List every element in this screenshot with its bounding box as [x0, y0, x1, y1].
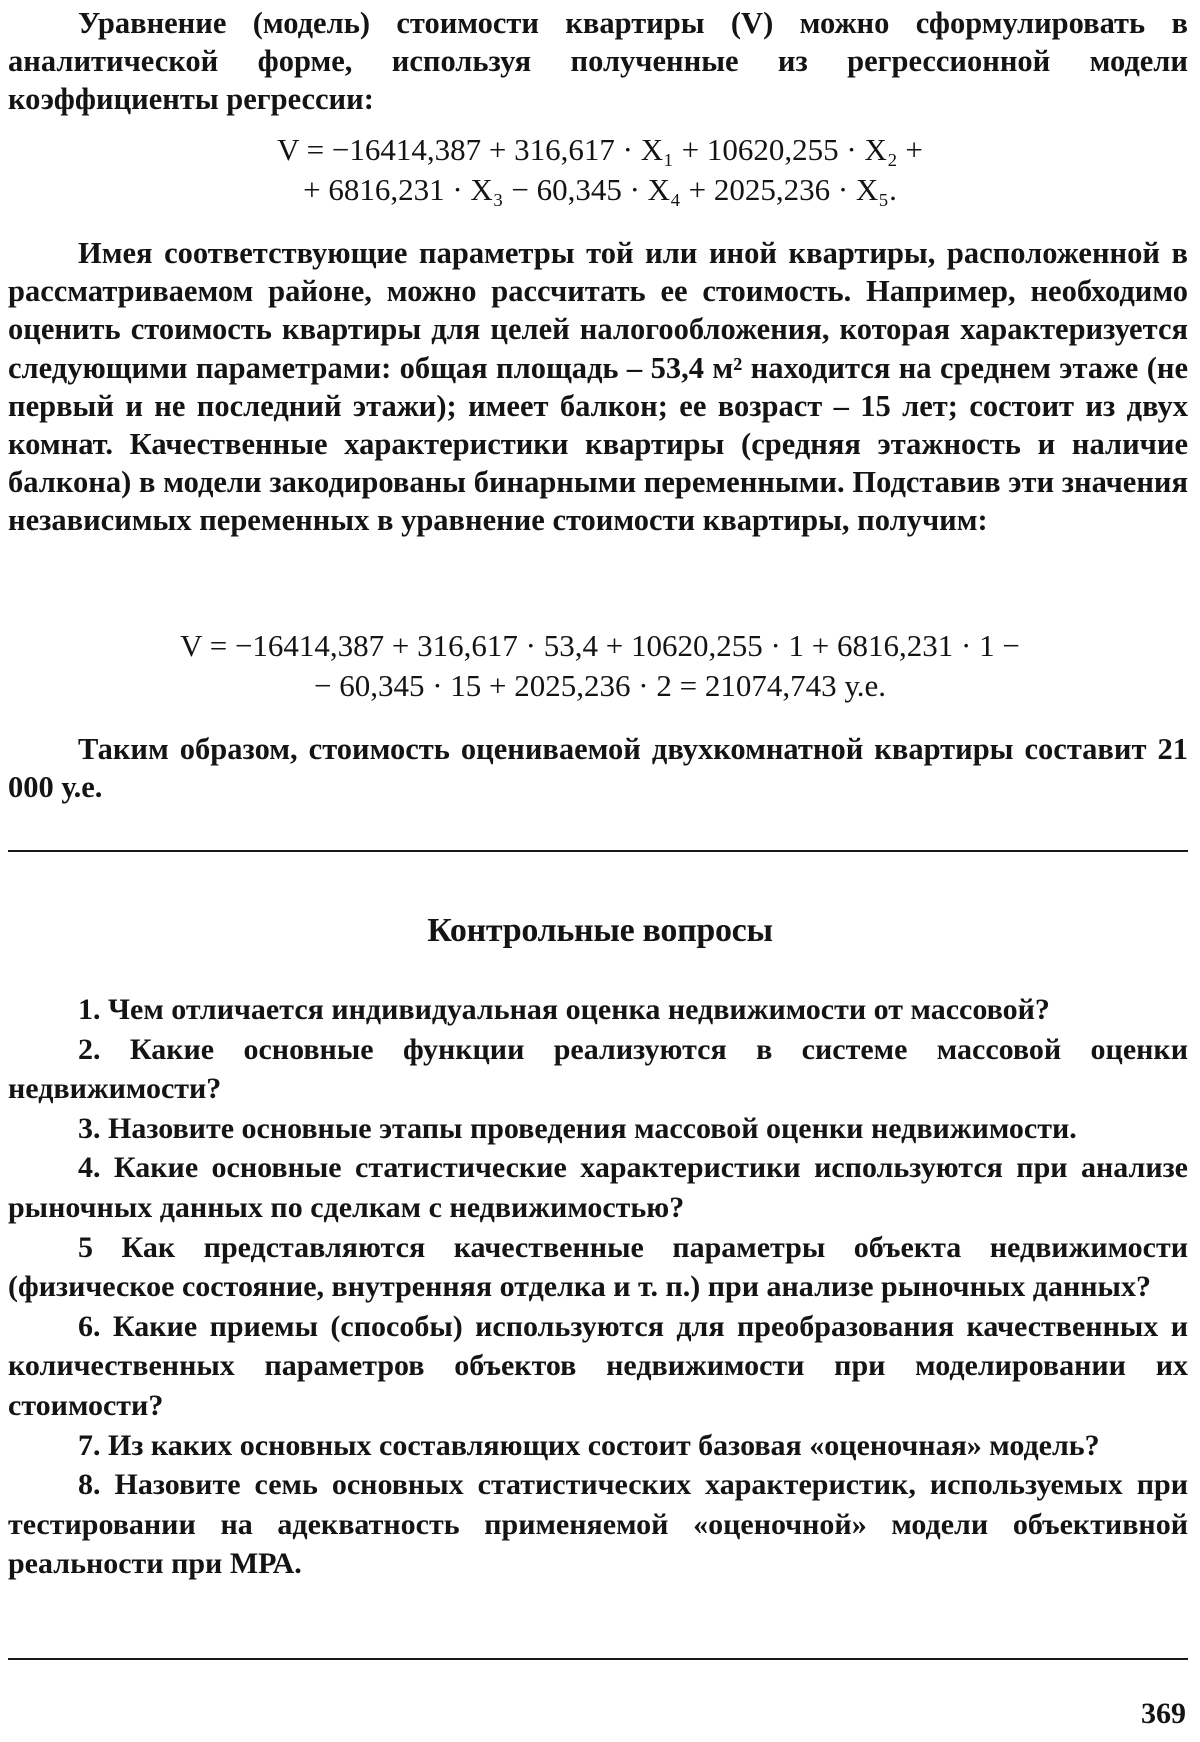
conclusion-block — [8, 730, 1188, 806]
page-number: 369 — [1141, 1697, 1186, 1730]
formula-line-1: V = −16414,387 + 316,617 · X₁ + 10620,255 · X₂ + — [277, 132, 923, 167]
question-item: 6. Какие приемы (способы) используются для преобразования качественных и количественных параметров объектов недвижимости при моделировании их стоимости? — [8, 1309, 1188, 1422]
question-item: 7. Из каких основных составляющих состоит базовая «оценочная» модель? — [78, 1428, 1100, 1462]
question-item: 4. Какие основные статистические характеристики используются при анализе рыночных данных по сделкам с недвижимостью? — [8, 1151, 1188, 1224]
question-item: 2. Какие основные функции реализуются в системе массовой оценки недвижимости? — [8, 1032, 1188, 1106]
example-block — [8, 234, 1188, 540]
question-item: 5 Как представляются качественные параметры объекта недвижимости (физическое состояние, внутренняя отделка и т. п.) при анализе рыночных данных? — [8, 1230, 1188, 1304]
formula-line-2: + 6816,231 · X₃ − 60,345 · X₄ + 2025,236 · X₅. — [303, 172, 897, 207]
section-title: Контрольные вопросы — [427, 912, 773, 949]
questions-list — [8, 990, 1188, 1584]
intro-paragraph: Уравнение (модель) стоимости квартиры (V) можно сформулировать в аналитической форме, используя полученные из регрессионной модели коэффициенты регрессии: — [8, 6, 1188, 117]
question-item: 8. Назовите семь основных статистических характеристик, используемых при тестировании на адекватность применяемой «оценочной» модели объективной реальности при МРА. — [8, 1468, 1188, 1581]
regression-formula — [0, 130, 1200, 210]
calc-line-1: V = −16414,387 + 316,617 · 53,4 + 10620,255 · 1 + 6816,231 · 1 − — [180, 628, 1020, 663]
section-divider-top — [8, 850, 1188, 852]
intro-block — [8, 4, 1188, 119]
question-item: 3. Назовите основные этапы проведения массовой оценки недвижимости. — [78, 1111, 1077, 1145]
example-paragraph: Имея соответствующие параметры той или иной квартиры, расположенной в рассматриваемом районе, можно рассчитать ее стоимость. Например, необходимо оценить стоимость квартиры для целей налогообложения, которая характеризуется следующими параметрами: общая площадь – 53,4 м² находится на среднем этаже (не первый и не последний этажи); имеет балкон; ее возраст – 15 лет; состоит из двух комнат. Качественные характеристики квартиры (средняя этажность и наличие балкона) в модели закодированы бинарными переменными. Подставив эти значения независимых переменных в уравнение стоимости квартиры, получим: — [8, 236, 1188, 538]
section-divider-bottom — [8, 1658, 1188, 1660]
calc-line-2: − 60,345 · 15 + 2025,236 · 2 = 21074,743 у.е. — [313, 668, 886, 703]
question-item: 1. Чем отличается индивидуальная оценка недвижимости от массовой? — [78, 993, 1050, 1026]
calculation-formula — [0, 626, 1200, 706]
conclusion-paragraph: Таким образом, стоимость оцениваемой двухкомнатной квартиры составит 21 000 у.е. — [8, 732, 1188, 805]
